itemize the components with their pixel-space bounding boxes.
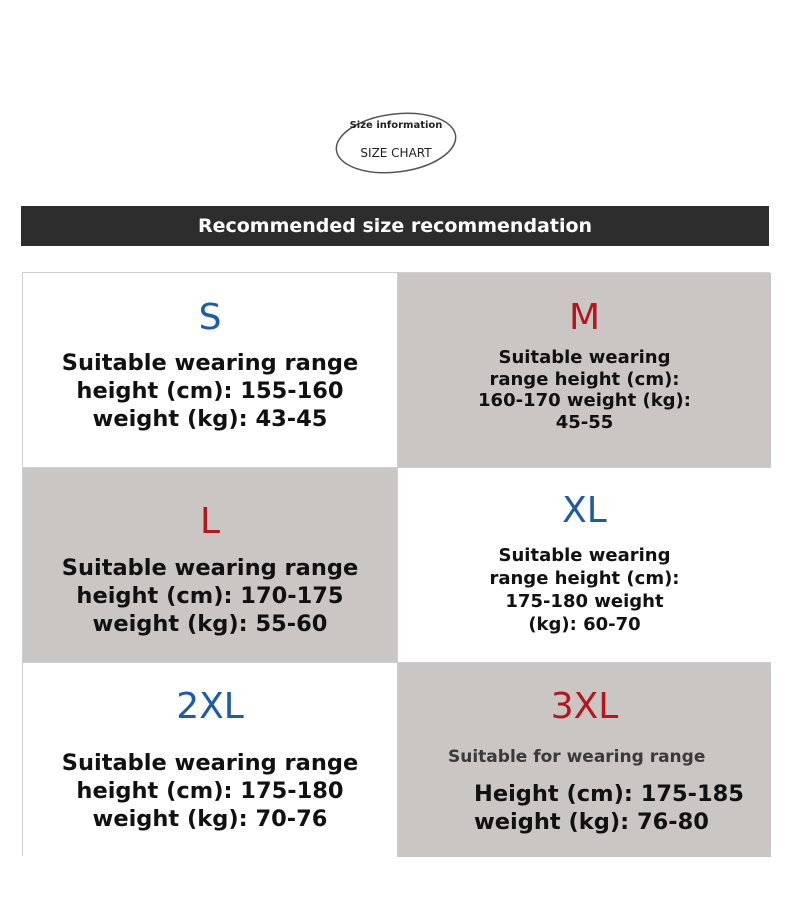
size-card-l bbox=[23, 467, 397, 662]
size-label: XL bbox=[562, 490, 607, 531]
size-description: Height (cm): 175-185 weight (kg): 76-80 bbox=[474, 781, 744, 835]
size-subtitle: Suitable for wearing range bbox=[448, 747, 706, 767]
size-description: Suitable wearing range height (cm): 175-180 weight (kg): 70-76 bbox=[61, 750, 359, 832]
size-description: Suitable wearing range height (cm): 175-180 weight (kg): 60-70 bbox=[489, 545, 680, 635]
size-label: M bbox=[568, 297, 601, 338]
size-label: 3XL bbox=[550, 686, 619, 727]
size-description: Suitable wearing range height (cm): 170-175 weight (kg): 55-60 bbox=[61, 555, 359, 637]
size-card-s bbox=[23, 273, 397, 467]
size-card-3xl bbox=[397, 662, 771, 857]
size-card-2xl bbox=[23, 662, 397, 857]
size-label: S bbox=[198, 297, 222, 338]
size-label: 2XL bbox=[176, 686, 244, 727]
size-description: Suitable wearing range height (cm): 160-170 weight (kg): 45-55 bbox=[478, 347, 691, 433]
badge-title: SIZE CHART bbox=[360, 146, 432, 160]
size-card-xl bbox=[397, 467, 771, 662]
size-grid bbox=[22, 272, 770, 856]
badge-subtitle: Size information bbox=[349, 120, 443, 131]
size-chart-badge bbox=[334, 111, 458, 175]
section-banner: Recommended size recommendation bbox=[21, 206, 769, 246]
size-card-m bbox=[397, 273, 771, 467]
size-description: Suitable wearing range height (cm): 155-160 weight (kg): 43-45 bbox=[61, 350, 359, 432]
size-label: L bbox=[199, 501, 221, 542]
